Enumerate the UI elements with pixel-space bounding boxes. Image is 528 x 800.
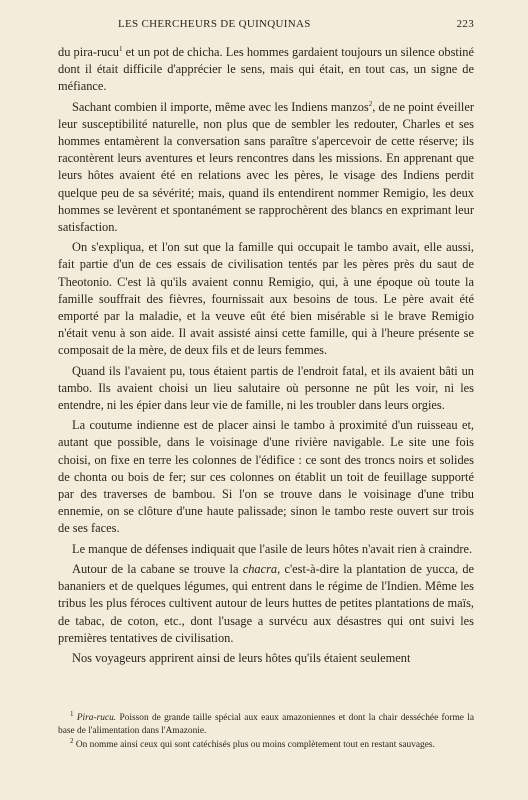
- paragraph: [58, 44, 474, 96]
- italic-term: chacra,: [242, 561, 281, 576]
- running-header: [58, 18, 474, 34]
- footnote-text: Poisson de grande taille spécial aux eaux amazoniennes et dont la chair desséchée forme la base de l'alimentation dans l'Amazonie.: [58, 713, 474, 736]
- paragraph-text: , de ne point éveiller leur susceptibilité naturelle, non plus que de sembler les redouter, Charles et ses hommes entamèrent la conversation sans paraître s'apercevoir de cette réserve; ils racontèrent leurs aventures et leurs rencontres dans les missions. En apprenant que leurs hôtes avaient été en relations avec les pères, le visage des Indiens perdit quelque peu de sa sévérité; mais, quand ils entendirent nommer Remigio, les deux hommes se levèrent et spontanément se rapprochèrent des blancs en exprimant leur satisfaction.: [58, 99, 474, 235]
- paragraph: On s'expliqua, et l'on sut que la famille qui occupait le tambo avait, elle aussi, fait partie d'un de ces essais de civilisation tentés par les pères près du saut de Theotonio. C'est là qu'ils avaient connu Remigio, qui, à une époque où toute la famille souffrait des fièvres, fournissait aux besoins de tous. Le père avait été emporté par la maladie, et la veuve eût été bien misérable si le brave Remigio n'était venu à son aide. Il avait assisté ainsi cette famille, qui à l'heure présente se composait de la mère, de deux fils et de leurs femmes.: [58, 240, 474, 358]
- paragraph: Quand ils l'avaient pu, tous étaient partis de l'endroit fatal, et ils avaient bâti un tambo. Ils avaient choisi un lieu salutaire où personne ne pût les voir, ni les entendre, ni les épier dans leur vie de famille, ni les troubler dans leurs orgies.: [58, 363, 474, 413]
- paragraph: Nos voyageurs apprirent ainsi de leurs hôtes qu'ils étaient seulement: [72, 650, 411, 665]
- paragraph-text: Autour de la cabane se trouve la: [72, 561, 243, 576]
- footnote-term: Pira-rucu.: [76, 713, 117, 723]
- footnote-ref[interactable]: 1: [118, 44, 123, 53]
- paragraph: [58, 99, 474, 237]
- running-title: LES CHERCHEURS DE QUINQUINAS: [118, 18, 311, 30]
- paragraph-text: du pira-rucu: [58, 45, 119, 59]
- main-text: [58, 44, 474, 667]
- paragraph-text: Sachant combien il importe, même avec les Indiens manzos: [72, 99, 369, 114]
- paragraph: Le manque de défenses indiquait que l'asile de leurs hôtes n'avait rien à craindre.: [72, 541, 473, 556]
- footnote: [58, 739, 474, 752]
- footnotes: [58, 709, 474, 752]
- paragraph: La coutume indienne est de placer ainsi le tambo à proximité d'un ruisseau et, autant que possible, dans le voisinage d'une rivière navigable. Le site une fois choisi, on fixe en terre les colonnes de l'édifice : ce sont des troncs noirs et solides de chonta ou bois de fer; sur ces colonnes on établit un toit de feuillage supporté par des traverses de bambou. Si l'on se trouve dans le voisinage d'une tribu ennemie, on se clôture d'une haute palissade; sinon le tambo reste ouvert sur trois de ses faces.: [58, 418, 474, 536]
- footnote-mark: 1: [70, 709, 74, 718]
- footnote-text: On nomme ainsi ceux qui sont catéchisés plus ou moins complètement tout en restant sauvages.: [73, 740, 435, 751]
- footnote-ref[interactable]: 2: [368, 99, 373, 108]
- footnote-mark: 2: [70, 737, 74, 746]
- paragraph: [58, 561, 474, 647]
- footnote: [58, 709, 474, 737]
- paragraph-text: et un pot de chicha. Les hommes gardaient toujours un silence obstiné dont il était difficile d'apprécier le sens, mais qui était, en tout cas, un signe de méfiance.: [58, 45, 474, 94]
- page-number: 223: [456, 18, 474, 30]
- paragraph-text: c'est-à-dire la plantation de yucca, de bananiers et de quelques légumes, qui entrent dans le régime de l'Indien. Même les tribus les plus féroces cultivent autour de leurs huttes de petites plantations de maïs, de tabac, de coton, etc., dont l'usage a survécu aux désastres qui ont suivi les premières tentatives de civilisation.: [58, 561, 475, 645]
